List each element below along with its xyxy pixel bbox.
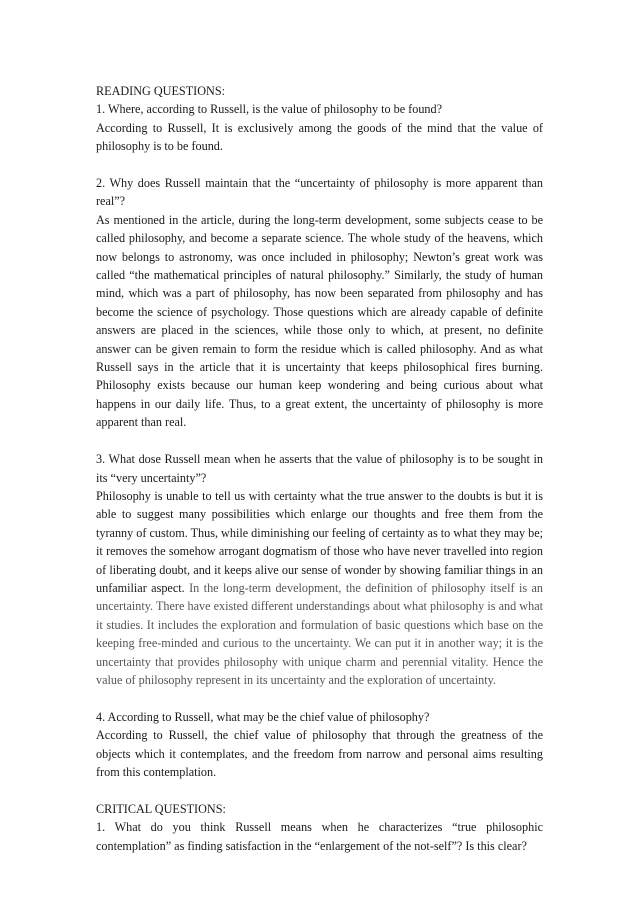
paragraph-gap [96,156,543,174]
question-3: 3. What dose Russell mean when he asserts that the value of philosophy is to be sought in its “very uncertainty”? [96,452,543,485]
paragraph-gap [96,432,543,450]
answer-4: According to Russell, the chief value of philosophy that through the greatness of the objects which it contemplates, and the freedom from narrow and personal aims resulting from this contemplation. [96,728,543,779]
answer-1: According to Russell, It is exclusively among the goods of the mind that the value of philosophy is to be found. [96,120,543,154]
question-2: 2. Why does Russell maintain that the “uncertainty of philosophy is more apparent than real”? [96,176,543,209]
paragraph-gap [96,781,543,799]
answer-3-part-2: In the long-term development, the definition of philosophy itself is an uncertainty. There have existed different understandings about what philosophy is and what it studies. It includes the exploration and formulation of basic questions which base on the keeping free-minded and curious to the uncertainty. We can put it in another way; it is the uncertainty that provides philosophy with unique charm and perennial vitality. Hence the value of philosophy represent in its uncertainty and the exploration of uncertainty. [96,580,544,687]
critical-questions-heading: CRITICAL QUESTIONS: [96,801,226,816]
document-page [96,82,543,855]
answer-3-part-1: Philosophy is unable to tell us with certainty what the true answer to the doubts is but it is able to suggest many possibilities which enlarge our thoughts and free them from the tyranny of custom. Thus, while diminishing our feeling of certainty as to what they may be; it removes the somehow arrogant dogmatism of those who have never travelled into region of liberating doubt, and it keeps alive our sense of wonder by showing familiar things in an unfamiliar aspect. [96,488,543,595]
reading-questions-heading: READING QUESTIONS: [96,84,225,98]
answer-3 [96,487,543,689]
question-4: 4. According to Russell, what may be the chief value of philosophy? [96,709,430,724]
question-1: 1. Where, according to Russell, is the value of philosophy to be found? [96,102,443,117]
answer-2: As mentioned in the article, during the long-term development, some subjects cease to be called philosophy, and become a separate science. The whole study of the heavens, which now belongs to astronomy, was once included in philosophy; Newton’s great work was called “the mathematical principles of natural philosophy.” Similarly, the study of human mind, which was a part of philosophy, has now been separated from philosophy and has become the science of psychology. Those questions which are already capable of definite answers are placed in the sciences, while those only to which, at present, no definite answer can be given remain to form the residue which is called philosophy. And as what Russell says in the article that it is uncertainty that keeps philosophical fires burning. Philosophy exists because our human keep wondering and being curious about what happens in our daily life. Thus, to a great extent, the uncertainty of philosophy is more apparent than real. [96,212,543,430]
critical-question-1: 1. What do you think Russell means when he characterizes “true philosophic contemplation” as finding satisfaction in the “enlargement of the not-self”? Is this clear? [96,820,543,853]
paragraph-gap [96,689,543,707]
